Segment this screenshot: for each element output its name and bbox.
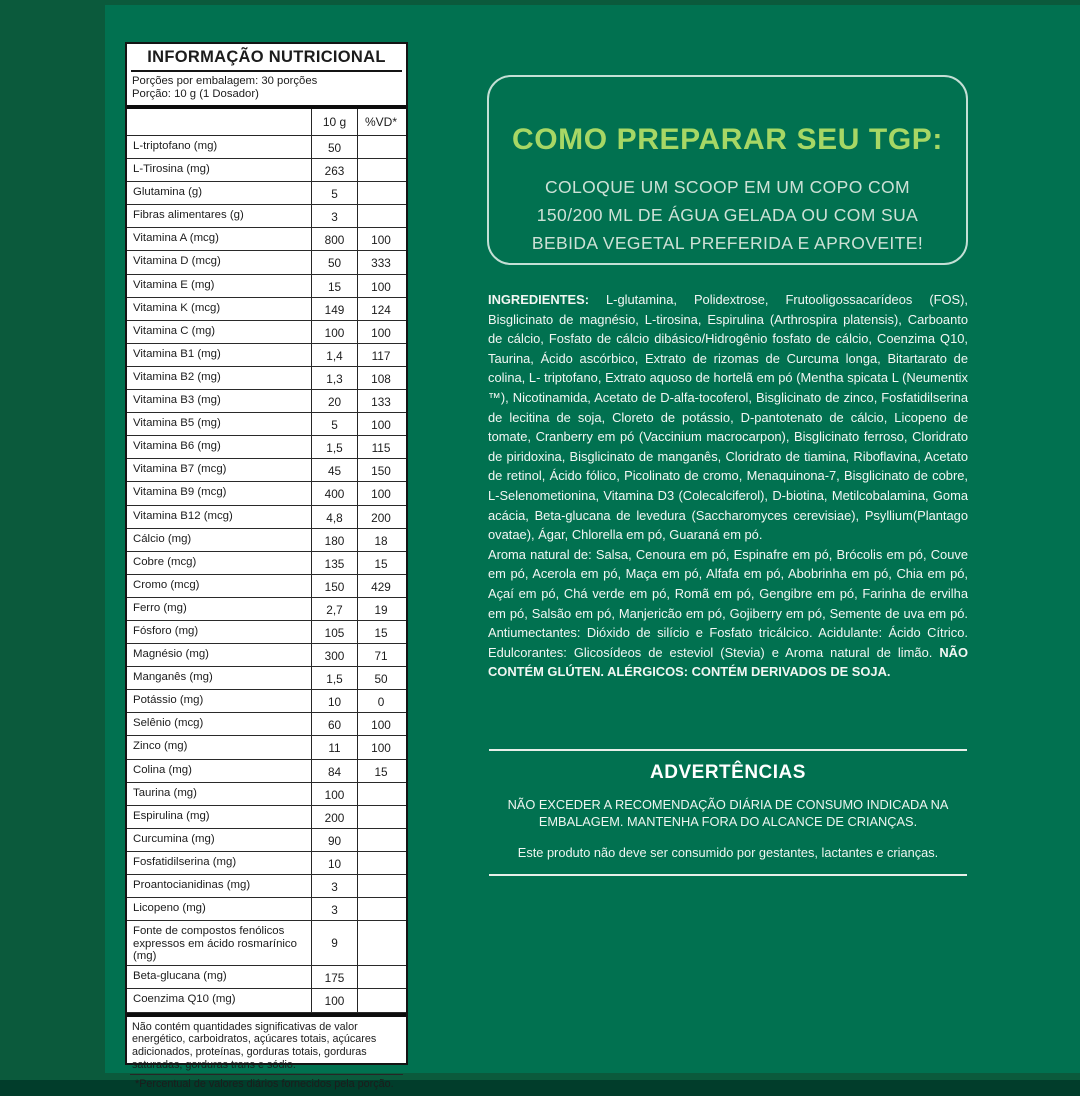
- nutrient-label: Cálcio (mg): [133, 532, 192, 545]
- preparation-title: COMO PREPARAR SEU TGP:: [511, 123, 943, 156]
- nutrient-label: Cromo (mcg): [133, 578, 200, 591]
- nutrient-amount: 105: [311, 621, 357, 643]
- nutrient-label: Vitamina B12 (mcg): [133, 509, 233, 522]
- nutrient-amount: 5: [311, 413, 357, 435]
- nutrient-label: Fosfatidilserina (mg): [133, 855, 237, 868]
- nutrient-amount: 180: [311, 529, 357, 551]
- table-row: [127, 921, 406, 966]
- nutrient-label: Vitamina E (mg): [133, 278, 215, 291]
- nutrient-dv: 150: [357, 459, 404, 481]
- nutrient-amount: 1,4: [311, 344, 357, 366]
- nutrient-dv: [357, 806, 404, 828]
- table-row: [127, 136, 406, 159]
- nutrient-amount: 100: [311, 989, 357, 1011]
- nutrient-dv: 200: [357, 506, 404, 528]
- table-header-row: [127, 109, 406, 136]
- warnings-divider-top: [489, 749, 967, 751]
- top-accent-band: [0, 0, 1080, 5]
- nutrient-amount: 300: [311, 644, 357, 666]
- table-row: [127, 806, 406, 829]
- table-row: [127, 852, 406, 875]
- nutrient-label: Zinco (mg): [133, 740, 188, 753]
- nutrient-label: Curcumina (mg): [133, 832, 215, 845]
- nutrient-label: Vitamina D (mcg): [133, 255, 221, 268]
- warnings-line1: NÃO EXCEDER A RECOMENDAÇÃO DIÁRIA DE CONSUMO INDICADA NA EMBALAGEM. MANTENHA FORA DO ALCANCE DE CRIANÇAS.: [507, 797, 949, 829]
- nutrient-amount: 150: [311, 575, 357, 597]
- nutrient-label: Vitamina C (mg): [133, 324, 216, 337]
- nutrient-dv: [357, 852, 404, 874]
- nutrient-label: Selênio (mcg): [133, 717, 204, 730]
- nutrient-amount: 10: [311, 690, 357, 712]
- nutrient-amount: 11: [311, 736, 357, 758]
- nutrient-label: Vitamina A (mcg): [133, 232, 219, 245]
- nutrient-dv: [357, 921, 404, 965]
- nutrient-amount: 45: [311, 459, 357, 481]
- table-row: [127, 251, 406, 274]
- nutrient-label: Ferro (mg): [133, 601, 187, 614]
- nutrient-dv: 124: [357, 298, 404, 320]
- nutrient-dv: [357, 966, 404, 988]
- nutrition-rows: [127, 136, 406, 1013]
- servings-per-package: Porções por embalagem: 30 porções: [132, 75, 318, 87]
- aroma-list: Aroma natural de: Salsa, Cenoura em pó, Espinafre em pó, Brócolis em pó, Couve em pó, Acerola em pó, Maça em pó, Alfafa em pó, Abobrinha em pó, Chia em pó, Açaí em pó, Chá verde em pó, Romã em pó, Gengibre em pó, Farinha de ervilha em pó, Salsão em pó, Manjericão em pó, Gojiberry em pó, Semente de uva em pó. Antiumectantes: Dióxido de silício e Fosfato tricálcico. Acidulante: Ácido Cítrico. Edulcorantes: Glicosídeos de esteviol (Stevia) e Aroma natural de limão.: [488, 546, 968, 660]
- daily-value-note: *Percentual de valores diários fornecidos pela porção.: [130, 1074, 403, 1096]
- servings-info: [127, 72, 406, 105]
- nutrient-label: Vitamina B9 (mcg): [133, 486, 227, 499]
- nutrient-label: Fósforo (mg): [133, 624, 199, 637]
- nutrient-dv: 100: [357, 736, 404, 758]
- nutrition-title: INFORMAÇÃO NUTRICIONAL: [131, 44, 402, 72]
- nutrient-dv: 115: [357, 436, 404, 458]
- warnings-line2: Este produto não deve ser consumido por gestantes, lactantes e crianças.: [517, 845, 939, 860]
- nutrient-label: Vitamina B6 (mg): [133, 440, 221, 453]
- header-dv-column: %VD*: [357, 109, 404, 135]
- nutrient-amount: 1,5: [311, 436, 357, 458]
- nutrient-amount: 100: [311, 321, 357, 343]
- nutrient-dv: [357, 989, 404, 1011]
- nutrient-amount: 3: [311, 875, 357, 897]
- nutrient-amount: 1,5: [311, 667, 357, 689]
- table-row: [127, 621, 406, 644]
- nutrient-amount: 149: [311, 298, 357, 320]
- table-row: [127, 713, 406, 736]
- table-row: [127, 736, 406, 759]
- nutrient-dv: 429: [357, 575, 404, 597]
- nutrient-amount: 15: [311, 275, 357, 297]
- nutrient-label: L-Tirosina (mg): [133, 163, 210, 176]
- nutrient-dv: [357, 875, 404, 897]
- table-row: [127, 783, 406, 806]
- ingredients-list: L-glutamina, Polidextrose, Frutooligossacarídeos (FOS), Bisglicinato de magnésio, L-tirosina, Espirulina (Arthrospira platensis), Carboanto de cálcio, Fosfato de cálcio dibásico/Hidrogênio fosfato de cálcio, Coenzima Q10, Taurina, Ácido ascórbico, Extrato de rizomas de Curcuma longa, Bitartarato de colina, L- triptofano, Extrato aquoso de hortelã em pó (Mentha spicata L (Neumentix ™), Nicotinamida, Acetato de D-alfa-tocoferol, Bisglicinato de zinco, Fosfatidilserina de lecitina de soja, Cloreto de potássio, D-pantotenato de cálcio, Licopeno de tomate, Cranberry em pó (Vaccinium macrocarpon), Bisglicinato ferroso, Cloridrato de piridoxina, Bisglicinato de manganês, Cloridrato de tiamina, Riboflavina, Acetato de retinol, Ácido fólico, Picolinato de cromo, Menaquinona-7, Bisglicinato de cobre, L-Selenometionina, Vitamina D3 (Colecalciferol), D-biotina, Metilcobalamina, Goma acácia, Beta-glucana de levedura (Saccharomyces cerevisiae), Psyllium(Plantago ovatae), Ágar, Chlorella em pó, Guaraná em pó.: [488, 292, 968, 543]
- table-row: [127, 989, 406, 1012]
- table-row: [127, 298, 406, 321]
- table-row: [127, 598, 406, 621]
- table-row: [127, 898, 406, 921]
- table-footer: [127, 1013, 406, 1096]
- nutrient-amount: 10: [311, 852, 357, 874]
- nutrient-dv: 100: [357, 228, 404, 250]
- nutrient-label: L-triptofano (mg): [133, 140, 218, 152]
- nutrient-label: Vitamina B2 (mg): [133, 370, 221, 383]
- table-row: [127, 413, 406, 436]
- nutrient-dv: 0: [357, 690, 404, 712]
- table-row: [127, 966, 406, 989]
- nutrient-amount: 800: [311, 228, 357, 250]
- nutrient-amount: 3: [311, 898, 357, 920]
- nutrient-dv: [357, 829, 404, 851]
- nutrient-amount: 263: [311, 159, 357, 181]
- nutrient-amount: 5: [311, 182, 357, 204]
- nutrient-amount: 1,3: [311, 367, 357, 389]
- nutrient-dv: 333: [357, 251, 404, 273]
- ingredients-label: INGREDIENTES:: [488, 292, 589, 307]
- nutrient-dv: 50: [357, 667, 404, 689]
- table-row: [127, 344, 406, 367]
- preparation-instructions: COLOQUE UM SCOOP EM UM COPO COM 150/200 ML DE ÁGUA GELADA OU COM SUA BEBIDA VEGETAL PREFERIDA E APROVEITE!: [531, 177, 924, 253]
- preparation-box: [487, 75, 968, 265]
- table-row: [127, 321, 406, 344]
- nutrient-label: Potássio (mg): [133, 694, 204, 707]
- nutrient-amount: 400: [311, 482, 357, 504]
- table-row: [127, 690, 406, 713]
- table-row: [127, 459, 406, 482]
- table-row: [127, 159, 406, 182]
- nutrient-amount: 9: [311, 921, 357, 965]
- nutrient-label: Vitamina K (mcg): [133, 301, 221, 314]
- nutrient-dv: [357, 182, 404, 204]
- nutrient-dv: 133: [357, 390, 404, 412]
- nutrient-label: Fibras alimentares (g): [133, 209, 244, 222]
- table-row: [127, 644, 406, 667]
- nutrient-amount: 50: [311, 136, 357, 158]
- nutrient-label: Cobre (mcg): [133, 555, 197, 568]
- nutrient-dv: 100: [357, 482, 404, 504]
- nutrient-label: Espirulina (mg): [133, 809, 210, 822]
- nutrient-amount: 135: [311, 552, 357, 574]
- warnings-title: ADVERTÊNCIAS: [650, 762, 806, 783]
- nutrient-label: Vitamina B5 (mg): [133, 417, 221, 430]
- table-row: [127, 875, 406, 898]
- table-row: [127, 829, 406, 852]
- nutrient-dv: 71: [357, 644, 404, 666]
- nutrient-dv: 108: [357, 367, 404, 389]
- nutrient-dv: 100: [357, 713, 404, 735]
- nutrient-amount: 60: [311, 713, 357, 735]
- nutrient-amount: 200: [311, 806, 357, 828]
- nutrient-amount: 3: [311, 205, 357, 227]
- table-row: [127, 182, 406, 205]
- ingredients-paragraph-1: [488, 290, 968, 545]
- nutrient-label: Beta-glucana (mg): [133, 970, 227, 983]
- table-row: [127, 552, 406, 575]
- table-row: [127, 667, 406, 690]
- nutrient-amount: 100: [311, 783, 357, 805]
- nutrient-dv: [357, 159, 404, 181]
- nutrient-label: Coenzima Q10 (mg): [133, 993, 236, 1006]
- nutrient-label: Manganês (mg): [133, 671, 213, 684]
- warnings-divider-bottom: [489, 874, 967, 876]
- table-row: [127, 228, 406, 251]
- header-amount-column: 10 g: [311, 109, 357, 135]
- nutrient-dv: 19: [357, 598, 404, 620]
- nutrient-amount: 4,8: [311, 506, 357, 528]
- nutrient-label: Fonte de compostos fenólicos expressos em ácido rosmarínico (mg): [133, 925, 297, 963]
- nutrient-dv: 100: [357, 413, 404, 435]
- table-row: [127, 367, 406, 390]
- nutrient-dv: 100: [357, 321, 404, 343]
- nutrient-amount: 84: [311, 760, 357, 782]
- nutrient-dv: 100: [357, 275, 404, 297]
- left-accent-band: [0, 0, 105, 1080]
- table-row: [127, 506, 406, 529]
- serving-size: Porção: 10 g (1 Dosador): [132, 88, 259, 100]
- nutrient-label: Proantocianidinas (mg): [133, 879, 251, 891]
- table-row: [127, 529, 406, 552]
- nutrient-dv: [357, 205, 404, 227]
- nutrition-facts-panel: [125, 42, 408, 1091]
- nutrient-dv: 15: [357, 552, 404, 574]
- nutrient-amount: 2,7: [311, 598, 357, 620]
- nutrient-label: Vitamina B1 (mg): [133, 347, 221, 360]
- nutrient-dv: [357, 783, 404, 805]
- nutrient-label: Taurina (mg): [133, 786, 197, 799]
- nutrient-label: Vitamina B7 (mcg): [133, 463, 227, 476]
- ingredients-section: [488, 290, 968, 682]
- nutrient-dv: 15: [357, 621, 404, 643]
- allergen-statement: NÃO CONTÉM GLÚTEN. ALÉRGICOS: CONTÉM DERIVADOS DE SOJA.: [488, 644, 968, 680]
- nutrient-dv: [357, 136, 404, 158]
- nutrient-amount: 50: [311, 251, 357, 273]
- header-nutrient-column: [127, 109, 311, 135]
- table-row: [127, 436, 406, 459]
- table-row: [127, 275, 406, 298]
- nutrient-dv: 15: [357, 760, 404, 782]
- ingredients-paragraph-2: [488, 545, 968, 682]
- nutrient-amount: 20: [311, 390, 357, 412]
- table-row: [127, 205, 406, 228]
- nutrient-label: Glutamina (g): [133, 186, 203, 199]
- nutrient-label: Colina (mg): [133, 763, 192, 776]
- nutrient-label: Vitamina B3 (mg): [133, 394, 221, 407]
- nutrient-dv: 18: [357, 529, 404, 551]
- nutrient-label: Magnésio (mg): [133, 648, 209, 661]
- nutrient-dv: [357, 898, 404, 920]
- nutrient-amount: 90: [311, 829, 357, 851]
- nutrient-label: Licopeno (mg): [133, 902, 206, 915]
- table-row: [127, 760, 406, 783]
- no-significant-amounts-note: Não contém quantidades significativas de valor energético, carboidratos, açúcares totais, açúcares adicionados, proteínas, gorduras totais, gorduras saturadas, gorduras trans e sódio.: [132, 1020, 377, 1071]
- table-row: [127, 575, 406, 598]
- table-row: [127, 482, 406, 505]
- nutrient-amount: 175: [311, 966, 357, 988]
- nutrient-dv: 117: [357, 344, 404, 366]
- table-row: [127, 390, 406, 413]
